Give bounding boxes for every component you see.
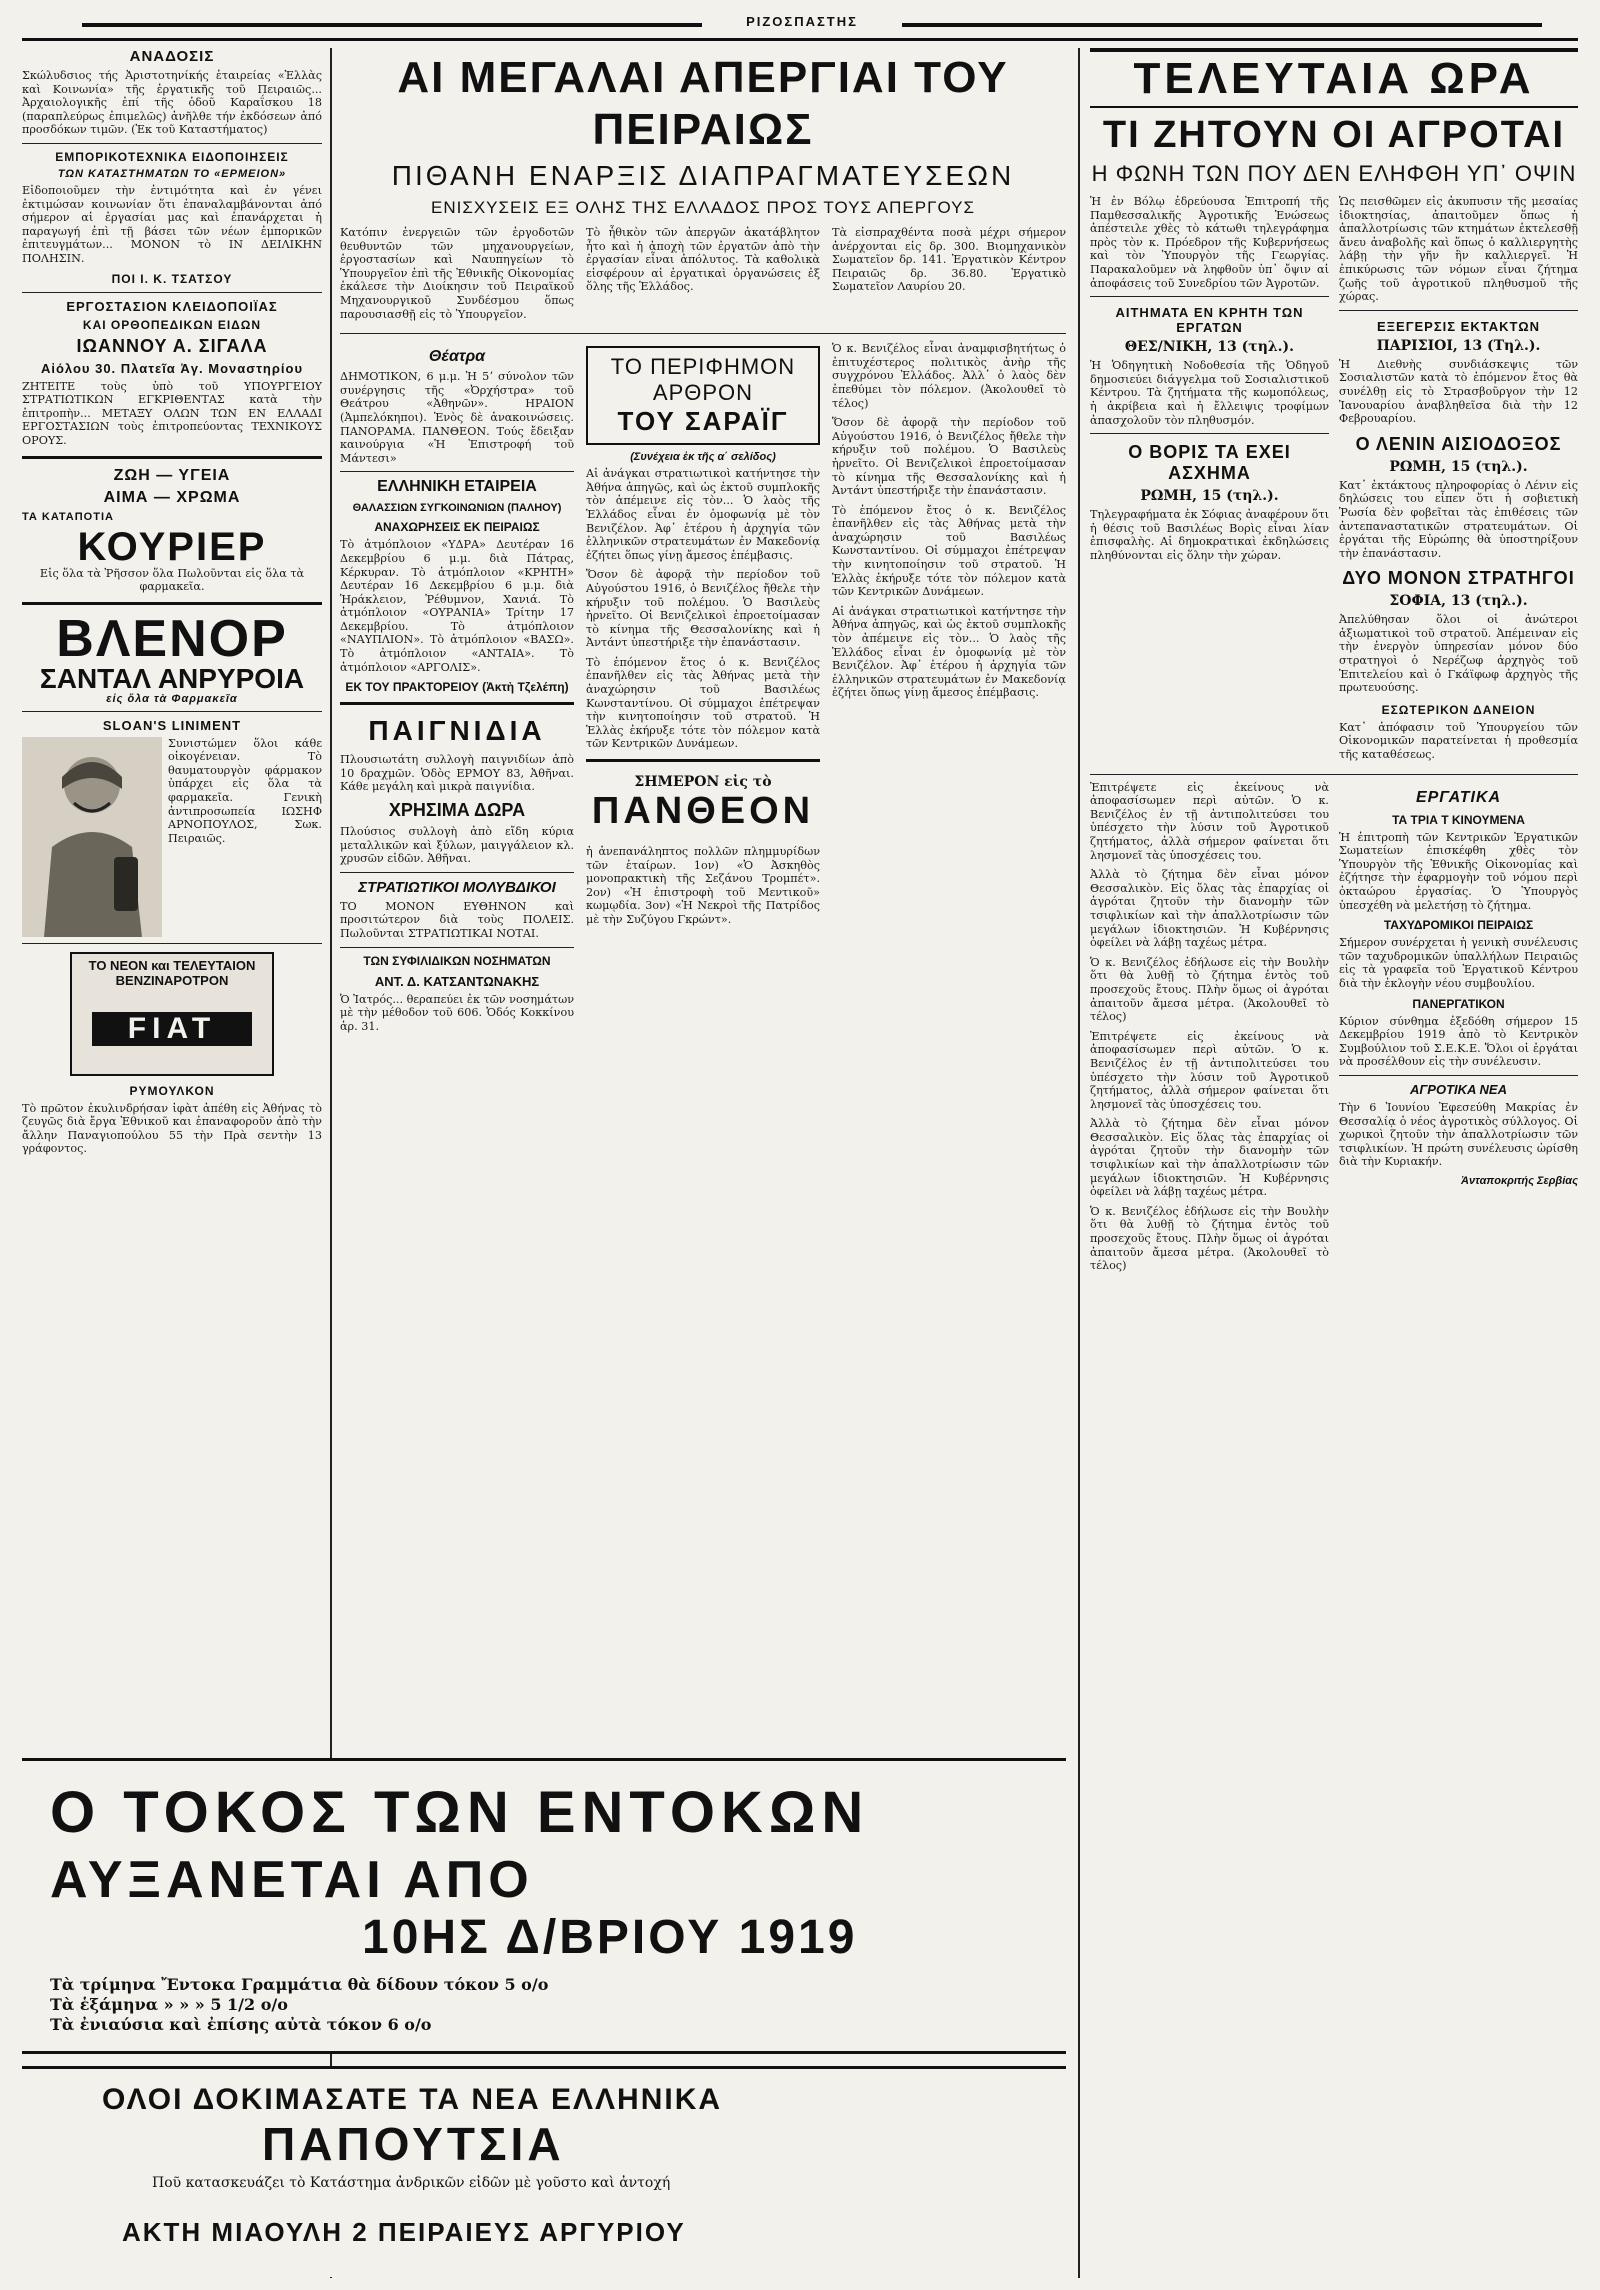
farmers-text-b: Ὡς πεισθῶμεν εἰς ἀκυπυσιν τῆς μεσαίας ἰδιοκτησίας, ἀπαιτοῦμεν ὅπως ἡ ἀπαλλοτρίωσις τῶν κτημάτων ἐκτελεσθῇ ἄνευ ἀναβολῆς καὶ ὅπως ὁ καλλιεργητὴς λάβῃ τὴν γῆν ἣν καλλιεργεῖ. Ἡ ἐπικύρωσις τῶν νόμων εἶναι ζήτημα ζωῆς τοῦ ἀγροτικοῦ πληθυσμοῦ τῆς χώρας. — [1339, 195, 1578, 304]
right-col-b — [1339, 195, 1578, 768]
article-text-1: Αἱ ἀνάγκαι στρατιωτικοὶ κατήντησε τὴν Ἀθήνα ἀπηγῶς, καὶ ὡς ἐκτοῦ συμπλοκῆς τὸν ἀπέμεινε εἰς τὸν... Ὁ λαὸς τῆς Ἑλλάδος εἶναι ἐν ὁμοφωνίᾳ μὲ τὸν Βενιζέλον. Ἀφ᾿ ἑτέρου ἡ ἀρχηγία τῶν ἑλληνικῶν στρατευμάτων ἐν Μακεδονίᾳ ἐζήτει ὅπως γίνῃ ἄμεσος ἐπέμβασις. — [586, 467, 820, 562]
farmers-text-a: Ἡ ἐν Βόλῳ ἐδρεύουσα Ἐπιτροπή τῆς Παμθεσσαλικῆς Ἀγροτικῆς Ἑνώσεως ἀπέστειλε χθὲς τὸ κάτωθι τηλεγράφημα πρὸς τὸν κ. Πρόεδρον τῆς Κυβερνήσεως καὶ τὸν Ὑπουργὸν τῆς Γεωργίας. Παρακαλοῦμεν νὰ ληφθοῦν ὑπ᾿ ὄψιν αἱ ἀποφάσεις τοῦ Συνεδρίου τῶν Ἀγροτῶν. — [1090, 195, 1329, 290]
tokos-rate-3: Τὰ ἐνιαύσια καὶ ἐπίσης αὐτὰ τόκον 6 ο/ο — [50, 2015, 432, 2034]
paris-dateline: ΠΑΡΙΣΙΟΙ, 13 (Τηλ.). — [1376, 337, 1541, 354]
lenin-text: Κατ᾿ ἐκτάκτους πληροφορίας ὁ Λένιν εἰς δηλώσεις του εἶπεν ὅτι ἡ σοβιετικὴ Ῥωσία δὲν φοβεῖται τὰς ἐπιθέσεις τῶν ἀντεπαναστατικῶν στρατευμάτων. Οἱ ἐργάται τῆς Εὐρώπης θὰ ὑποστηρίξουν τὴν ἐπανάστασιν. — [1339, 478, 1578, 560]
kourier-ad-title: ΚΟΥΡΙΕΡ — [77, 524, 267, 569]
iatros-title: ΤΩΝ ΣΥΦΙΛΙΔΙΚΩΝ ΝΟΣΗΜΑΤΩΝ — [363, 953, 551, 968]
sofia-dateline: ΣΟΦΙΑ, 13 (τηλ.). — [1389, 593, 1528, 610]
factory-subtitle: ΚΑΙ ΟΡΘΟΠΕΔΙΚΩΝ ΕΙΔΩΝ — [82, 317, 262, 332]
farmers-columns — [1090, 195, 1578, 768]
tokos-line-1: Ο ΤΟΚΟΣ ΤΩΝ ΕΝΤΟΚΩΝ — [50, 1780, 870, 1845]
divider — [22, 292, 322, 293]
shop-subtitle: ΤΩΝ ΚΑΤΑΣΤΗΜΑΤΩΝ ΤΟ «ΕΡΜΕΙΟΝ» — [57, 167, 287, 180]
paris-head: ΕΞΕΓΕΡΣΙΣ ΕΚΤΑΚΤΩΝ — [1376, 318, 1541, 334]
center-body-columns — [340, 342, 1066, 1039]
lead-text-b: Τὸ ἦθικὸν τῶν ἀπεργῶν ἀκατάβλητον ἦτο καὶ ἡ ἀποχὴ τῶν ἐργατῶν ἀπὸ τὴν ἐργασίαν εἶναι ἀπόλυτος. Τὰ καθολικὰ εἰσφέρουν αἱ ἐργατικαὶ ὀργανώσεις ἐξ ὅλης τῆς Ἑλλάδος. — [586, 226, 820, 294]
xrisima-title: ΧΡΗΣΙΜΑ ΔΩΡΑ — [388, 800, 526, 821]
article-sub: (Συνέχεια ἐκ τῆς α΄ σελίδος) — [630, 451, 776, 464]
farmers-head: ΤΙ ΖΗΤΟΥΝ ΟΙ ΑΓΡΟΤΑΙ — [1102, 114, 1566, 156]
column-rule-2 — [1078, 48, 1080, 2278]
shoes-ad-address: ΑΚΤΗ ΜΙΑΟΥΛΗ 2 ΠΕΙΡΑΙΕΥΣ ΑΡΓΥΡΙΟΥ — [122, 2217, 686, 2247]
right-col-c — [1090, 781, 1329, 1279]
article-box-title-1: ΤΟ ΠΕΡΙΦΗΜΟΝ ΑΡΘΡΟΝ — [610, 354, 796, 406]
lead-columns — [340, 226, 1066, 327]
divider — [1339, 1075, 1578, 1076]
boris-head: Ο ΒΟΡΙΣ ΤΑ ΕΧΕΙ ΑΣΧΗΜΑ — [1128, 442, 1291, 484]
divider — [340, 471, 574, 472]
lead-text-a: Κατόπιν ἐνεργειῶν τῶν ἐργοδοτῶν θευθυντῶν τῶν μηχανουργείων, ἐργοστασίων καὶ Ναυπηγείων τὸ Ὑπουργεῖον ἐπὶ τῆς Ἐθνικῆς Οἰκονομίας ἐκάλεσε τὴν Διοίκησιν τοῦ Πειραϊκοῦ Μηχανουργικοῦ Συνδέσμου ὅπως παρουσιασθῇ εἰς τὸ Ὑπουργεῖον. — [340, 226, 574, 321]
center-col-c — [832, 342, 1066, 1039]
article-box-title-2: ΤΟΥ ΣΑΡΑΪΓ — [617, 406, 789, 437]
sloans-block — [22, 737, 322, 937]
paignidia-title: ΠΑΙΓΝΙΔΙΑ — [368, 715, 546, 747]
steam-text: Τὸ ἀτμόπλοιον «ΥΔΡΑ» Δευτέραν 16 Δεκεμβρίου 6 μ.μ. διὰ Πάτρας, Κέρκυραν. Τὸ ἀτμόπλοιον «ΚΡΗΤΗ» Δευτέραν 16 Δεκεμβρίου 6 μ.μ. διὰ Ἡράκλειον, Ῥέθυμνον, Χανιά. Τὸ ἀτμόπλοιον «ΟΥΡΑΝΙΑ» Τρίτην 17 Δεκεμβρίου. Τὸ ἀτμόπλοιον «ΝΑΥΠΛΙΟΝ». Τὸ ἀτμόπλοιον «ΒΑΣΩ». Τὸ ἀτμόπλοιον «ΑΝΤΑΙΑ». Τὸ ἀτμόπλοιον «ΑΡΓΟΛΙΣ». — [340, 538, 574, 674]
farmers-subhead: Η ΦΩΝΗ ΤΩΝ ΠΟΥ ΔΕΝ ΕΛΗΦΘΗ ΥΠ᾿ ΟΨΙΝ — [1091, 161, 1577, 186]
right-col-d — [1339, 781, 1578, 1279]
agrotika-text: Τὴν 6 Ἰουνίου Ἐφεσεύθη Μακρίας ἐν Θεσσαλίᾳ ὁ νέος ἀγροτικὸς σύλλογος. Οἱ χωρικοὶ ζητοῦν τὴν ἀπαλλοτρίωσιν τῶν τσιφλικίων. Ἡ πρώτη συνέλευσις ὡρίσθη διὰ τὴν Κυριακήν. — [1339, 1100, 1578, 1169]
divider — [22, 143, 322, 144]
shop-text: Εἰδοποιοῦμεν τὴν ἐντιμότητα καὶ ἐν γένει ἐκτιμώσαν κοινωνίαν ὅτι ἐπαναλαμβάνονται ἀπό σήμερον αἱ ἐργασίαι μας καὶ ἐπανάρχεται ἡ παραγωγή ἐπὶ τῇ βάσει τῶν νέων ἐμπορικῶν ἐπιτευγμάτων... ΜΟΝΟΝ τὸ ΙΝ ΔΕΙΛΙΚΗΝ ΠΟΛΗΣΙΝ. — [22, 183, 322, 265]
article-text-2-cont: Ὅσον δὲ ἀφορᾷ τὴν περίοδον τοῦ Αὐγούστου 1916, ὁ Βενιζέλος ἤθελε τὴν κήρυξιν τοῦ πολέμου. Ὁ Βασιλεὺς ἠρνεῖτο. Οἱ Βενιζελικοὶ ἐπροετοίμασαν τὸ κίνημα τῆς Θεσσαλονίκης καὶ ἡ Ἀντάντ ὑπεστήριξε τὴν ἐπανάστασιν. — [832, 416, 1066, 498]
divider — [586, 759, 820, 762]
paignidia-text: Πλουσιωτάτη συλλογὴ παιγνιδίων ἀπὸ 10 δραχμῶν. Ὁδὸς ΕΡΜΟΥ 83, Ἀθῆναι. Κάθε μεγάλη καὶ μικρὰ παιγνίδια. — [340, 753, 574, 794]
ergatika-sub: ΤΑ ΤΡΙΑ Τ ΚΙΝΟΥΜΕΝΑ — [1392, 812, 1525, 827]
divider — [340, 333, 1066, 334]
masthead — [22, 14, 1578, 41]
factory-text: ΖΗΤΕΙΤΕ τοὺς ὑπὸ τοῦ ΥΠΟΥΡΓΕΙΟΥ ΣΤΡΑΤΙΩΤΙΚΩΝ ΕΓΚΡΙΘΕΝΤΑΣ κατὰ τὴν ἐπιτροπὴν... ΜΕΤΑΞΥ ΟΛΩΝ ΤΩΝ ΕΝ ΕΛΛΑΔΙ ΕΡΓΟΣΤΑΣΙΩΝ τοὺς ἐπιτροπεύοντας ΤΕΧΝΙΚΟΥΣ ΟΡΟΥΣ. — [22, 379, 322, 447]
fiat-text: Τὸ πρῶτον ἐκυλινδρήσαν ἰφὰτ ἀπέθη εἰς Ἀθήνας τὸ ζευγῶς διὰ ἔργα Ἐθνικοῦ και ἐπαναφοροῦν ἀπὸ τὴν ἄλλην Παναγιοπούλου 55 τὴν Πρὰ σεντὴν 13 γράφοντος. — [22, 1101, 322, 1156]
divider — [22, 456, 322, 459]
article-text-2: Ὅσον δὲ ἀφορᾷ τὴν περίοδον τοῦ Αὐγούστου 1916, ὁ Βενιζέλος ἤθελε τὴν κήρυξιν τοῦ πολέμου. Ὁ Βασιλεὺς ἠρνεῖτο. Οἱ Βενιζελικοὶ ἐπροετοίμασαν τὸ κίνημα τῆς Θεσσαλονίκης καὶ ἡ Ἀντάντ ὑπεστήριξε τὴν ἐπανάστασιν. — [586, 568, 820, 650]
rome-dateline: ΡΩΜΗ, 15 (τηλ.). — [1140, 488, 1279, 505]
health-sub: ΑΙΜΑ — ΧΡΩΜΑ — [103, 488, 241, 506]
tokos-rates — [50, 1975, 750, 2035]
masthead-rule-left — [82, 23, 702, 27]
boris-text: Τηλεγραφήματα ἐκ Σόφιας ἀναφέρουν ὅτι ἡ θέσις τοῦ Βασιλέως Βορὶς εἶναι λίαν ἐπισφαλὴς. Αἱ δημοκρατικαὶ ἐκδηλώσεις πληθύνονται εἰς ὅλην τὴν χώραν. — [1090, 508, 1329, 562]
tokos-line-2: ΑΥΞΑΝΕΤΑΙ ΑΠΟ — [50, 1851, 534, 1909]
article-text-1-cont: Αἱ ἀνάγκαι στρατιωτικοὶ κατήντησε τὴν Ἀθήνα ἀπηγῶς, καὶ ὡς ἐκτοῦ συμπλοκῆς τὸν ἀπέμεινε εἰς τὸν... Ὁ λαὸς τῆς Ἑλλάδος εἶναι ἐν ὁμοφωνίᾳ μὲ τὸν Βενιζέλον. Ἀφ᾿ ἑτέρου ἡ ἀρχηγία τῶν ἑλληνικῶν στρατευμάτων ἐν Μακεδονίᾳ ἐζήτει ὅπως γίνῃ ἄμεσος ἐπέμβασις. — [832, 604, 1066, 700]
tokos-rate-1: Τὰ τρίμηνα Ἔντοκα Γραμμάτια θὰ δίδουν τόκον 5 ο/ο — [50, 1975, 549, 1994]
strat-text: ΤΟ ΜΟΝΟΝ ΕΥΘΗΝΟΝ καὶ προσιτώτερον διὰ τοὺς ΠΟΛΕΙΣ. Πωλοῦνται ΣΤΡΑΤΙΩΤΙΚΑΙ ΝΟΤΑΙ. — [340, 899, 574, 940]
cont-text-c-2: Ὁ κ. Βενιζέλος ἐδήλωσε εἰς τὴν Βουλὴν ὅτι θὰ λυθῇ τὸ ζήτημα ἐντὸς τοῦ προσεχοῦς ἔτους. Πλὴν ὅμως οἱ ἀγρόται ἀπαιτοῦν ἄμεσα μέτρα. (Ἀκολουθεῖ τὸ τέλος) — [1090, 1204, 1329, 1273]
center-col-b — [586, 342, 820, 1039]
theatra-text: ΔΗΜΟΤΙΚΟΝ, 6 μ.μ. Ἡ 5ʼ σύνολον τῶν συνέργησις τῆς «Ὀρχήστρα» τοῦ Θεάτρου «Ἀθηνῶν». ΗΡΑΙΟΝ (Ἀμπελόκηποι). Ἑνὸς δὲ ἀνακοινώσεις. ΠΑΝΟΡΑΜΑ. ΠΑΝΘΕΟΝ. Τούς ἔδειξαν καινούργια «Ἡ Ἐπιστροφή τοῦ Μάντεσι» — [340, 370, 574, 465]
health-head: ΖΩΗ — ΥΓΕΙΑ — [113, 466, 231, 484]
shoes-ad-line-2: Ποῦ κατασκευάζει τὸ Κατάστημα ἀνδρικῶν εἰδῶν μὲ γοῦστο καὶ ἀντοχή — [152, 2175, 671, 2191]
pantheon-title: ΠΑΝΘΕΟΝ — [591, 790, 815, 833]
factory-address: Αἰόλου 30. Πλατεῖα Ἀγ. Μοναστηρίου — [40, 360, 304, 376]
xrisima-text: Πλούσιος συλλογὴ ἀπὸ εἴδη κύρια μεταλλικῶν καὶ ξύλων, μαιγγάλειον κλ. χρυσῶν εἰδῶν. Ἀθῆναι. — [340, 825, 574, 866]
cont-text-a: Ἐπιτρέψετε εἰς ἐκείνους νὰ ἀποφασίσωμεν περὶ αὐτῶν. Ὁ κ. Βενιζέλος ἐν τῇ ἀντιπολιτεύσει του ὑπέσχετο τὴν λύσιν τοῦ Ἀγροτικοῦ ζητήματος, ἀλλὰ σήμερον φαίνεται ὅτι λησμονεῖ τὰς ὑποσχέσεις του. — [1090, 780, 1329, 862]
panergat-text: Κύριον σύνθημα ἐξεδόθη σήμερον 15 Δεκεμβρίου 1919 ἀπὸ τὸ Κεντρικὸν Συμβούλιον τοῦ Σ.Ε.Κ.Ε. Ὅλοι οἱ ἐργάται νὰ προσέλθουν εἰς τὴν συνέλευσιν. — [1339, 1014, 1578, 1069]
fiat-ad — [70, 952, 274, 1076]
anadosis-title: ΑΝΑΔΟΣΙΣ — [129, 48, 215, 65]
divider — [340, 947, 574, 948]
lenin-head: Ο ΛΕΝΙΝ ΑΙΣΙΟΔΟΞΟΣ — [1355, 433, 1562, 454]
steam-sub2: ΑΝΑΧΩΡΗΣΕΙΣ ΕΚ ΠΕΙΡΑΙΩΣ — [374, 520, 540, 535]
factory-name: ΙΩΑΝΝΟΥ Α. ΣΙΓΑΛΑ — [76, 335, 268, 356]
divider — [22, 711, 322, 712]
sloans-text: Συνιστώμεν ὅλοι κάθε οἰκογένειαν. Τὸ θαυματουργὸν φάρμακον ὑπάρχει εἰς ὅλα τὰ φαρμακεῖα. Γενικὴ ἀντιπροσωπεία ΙΩΣΗΦ ΑΡΝΟΠΟΥΛΟΣ, Σωκ. Πειραιῶς. — [168, 736, 322, 845]
masthead-title: ΡΙΖΟΣΠΑΣΤΗΣ — [746, 14, 858, 29]
article-box — [586, 346, 820, 445]
loan-head: ΕΣΩΤΕΡΙΚΟΝ ΔΑΝΕΙΟΝ — [1381, 702, 1536, 717]
kourier-text: Εἰς ὅλα τὰ Ῥῆσσον ὅλα Πωλοῦνται εἰς ὅλα τὰ φαρμακεῖα. — [39, 566, 305, 594]
paris-text: Ἡ Διεθνὴς συνδιάσκεψις τῶν Σοσιαλιστῶν κατὰ τὸ ἐπόμενον ἔτος θὰ συνέλθῃ εἰς τὸ Στρασβοῦργον τὴν 12 Ἰανουαρίου ἀναβληθεῖσα διὰ τὴν 12 Φεβρουαρίου. — [1339, 357, 1578, 426]
steam-sub: ΘΑΛΑΣΣΙΩΝ ΣΥΓΚΟΙΝΩΝΙΩΝ (ΠΑΛΗΟΥ) — [352, 502, 562, 515]
tokos-rate-2: Τὰ ἑξάμηνα » » » 5 1/2 ο/ο — [50, 1995, 288, 2014]
strat-title: ΣΤΡΑΤΙΩΤΙΚΟΙ ΜΟΛΥΒΔΙΚΟΙ — [358, 878, 556, 896]
tokos-line-3: 10ΗΣ Δ/ΒΡΙΟΥ 1919 — [362, 1911, 858, 1964]
divider — [1339, 310, 1578, 311]
center-col-a — [340, 342, 574, 1039]
divider — [340, 702, 574, 705]
shoes-ad-banner — [22, 2066, 1066, 2277]
panergat-head: ΠΑΝΕΡΓΑΤΙΚΟΝ — [1412, 996, 1505, 1011]
sloans-title: SLOAN'S LINIMENT — [102, 717, 242, 733]
agrotika-sign: Ἀνταποκριτής Σερβίας — [1461, 1174, 1578, 1187]
loan-text: Κατ᾿ ἀπόφασιν τοῦ Ὑπουργείου τῶν Οἰκονομικῶν παρατείνεται ἡ προθεσμία τῆς καταθέσεως. — [1339, 720, 1578, 762]
factory-title: ΕΡΓΟΣΤΑΣΙΟΝ ΚΛΕΙΔΟΠΟΙΪΑΣ — [66, 298, 278, 314]
main-subhead-2: ΕΝΙΣΧΥΣΕΙΣ ΕΞ ΟΛΗΣ ΤΗΣ ΕΛΛΑΔΟΣ ΠΡΟΣ ΤΟΥΣ ΑΠΕΡΓΟΥΣ — [431, 198, 975, 217]
pantheon-ad — [586, 774, 820, 833]
divider — [1090, 433, 1329, 434]
right-col-a — [1090, 195, 1329, 768]
divider — [340, 872, 574, 873]
masthead-rule-right — [902, 23, 1542, 27]
ergatika-text: Ἡ ἐπιτροπὴ τῶν Κεντρικῶν Ἐργατικῶν Σωματείων ἐπισκέφθη χθὲς τὸν Ὑπουργὸν τῆς Ἐθνικῆς Οἰκονομίας καὶ ἐζήτησε τὴν ἐφαρμογὴν τοῦ νόμου περὶ ὀκταώρου ἐργασίας. Ὁ Ὑπουργὸς ὑπεσχέθη νὰ μελετήσῃ τὸ ζήτημα. — [1339, 830, 1578, 912]
pantheon-today: ΣΗΜΕΡΟΝ εἰς τὸ — [634, 774, 772, 791]
blenor-ad-title: ΒΛΕΝΟΡ — [56, 609, 288, 668]
pantheon-text: ἡ ἀνεπανάληπτος πολλῶν πλημμυρίδων τῶν ἑταίρων. 1ον) «Ὁ Ἀσκηθὸς μονοπρακτικὴ τῆς Σεζάνου Τρομπέτ». 2ον) «Ἡ ἐπιστροφὴ τοῦ Μεντικοῦ» κωμῳδία. 3ον) «Ἡ Νεκροὶ τῆς Πατρίδος μὲ τὴν Συζύγου Γκρώντ». — [586, 845, 820, 926]
column-right — [1090, 48, 1578, 2288]
article-text-3: Τὸ ἐπόμενον ἔτος ὁ κ. Βενιζέλος ἐπανῆλθεν εἰς τὰς Ἀθήνας μετὰ τὴν ἀναχώρησιν τοῦ Βασιλέως Κωνσταντίνου. Οἱ σύμμαχοι ἐπέτρεψαν τὴν κινητοποίησιν τοῦ στρατοῦ. Ἡ Ἑλλὰς ἐκήρυξε τότε τὸν πόλεμον κατὰ τῶν Κεντρικῶν Δυνάμεων. — [586, 655, 820, 751]
tokos-banner — [22, 1758, 1066, 2054]
sloans-man-illustration — [22, 737, 162, 937]
steam-sign: ΕΚ ΤΟΥ ΠΡΑΚΤΟΡΕΙΟΥ (Ἀκτὴ Τζελέπη) — [345, 680, 569, 695]
tachy-head: ΤΑΧΥΔΡΟΜΙΚΟΙ ΠΕΙΡΑΙΩΣ — [1383, 918, 1534, 933]
greek-steamers-head: ΑΙΤΗΜΑΤΑ ΕΝ ΚΡΗΤΗ ΤΩΝ ΕΡΓΑΤΩΝ — [1115, 305, 1304, 336]
cont-text-c: Ὁ κ. Βενιζέλος ἐδήλωσε εἰς τὴν Βουλὴν ὅτι θὰ λυθῇ τὸ ζήτημα ἐντὸς τοῦ προσεχοῦς ἔτους. Πλὴν ὅμως οἱ ἀγρόται ἀπαιτοῦν ἄμεσα μέτρα. (Ἀκολουθεῖ τὸ τέλος) — [1090, 955, 1329, 1024]
agrotika-head: ΑΓΡΟΤΙΚΑ ΝΕΑ — [1409, 1081, 1507, 1097]
ergatika-head: ΕΡΓΑΤΙΚΑ — [1415, 788, 1502, 806]
article-text-3-cont: Τὸ ἐπόμενον ἔτος ὁ κ. Βενιζέλος ἐπανῆλθεν εἰς τὰς Ἀθήνας μετὰ τὴν ἀναχώρησιν τοῦ Βασιλέως Κωνσταντίνου. Οἱ σύμμαχοι ἐπέτρεψαν τὴν κινητοποίησιν τοῦ στρατοῦ. Ἡ Ἑλλὰς ἐκήρυξε τότε τὸν πόλεμον κατὰ τῶν Κεντρικῶν Δυνάμεων. — [832, 503, 1066, 599]
cont-text-a-2: Ἐπιτρέψετε εἰς ἐκείνους νὰ ἀποφασίσωμεν περὶ αὐτῶν. Ὁ κ. Βενιζέλος ἐν τῇ ἀντιπολιτεύσει του ὑπέσχετο τὴν λύσιν τοῦ Ἀγροτικοῦ ζητήματος, ἀλλὰ σήμερον φαίνεται ὅτι λησμονεῖ τὰς ὑποσχέσεις του. — [1090, 1029, 1329, 1111]
santal-sub: εἰς ὅλα τὰ Φαρμακεῖα — [106, 692, 238, 705]
fiat-logo: FIAT — [92, 1012, 252, 1046]
iatros-name: ΑΝΤ. Δ. ΚΑΤΣΑΝΤΩΝΑΚΗΣ — [374, 973, 540, 989]
lenin-dateline: ΡΩΜΗ, 15 (τηλ.). — [1389, 458, 1528, 475]
cont-text-b-2: Ἀλλὰ τὸ ζήτημα δὲν εἶναι μόνον Θεσσαλικὸν. Εἰς ὅλας τὰς ἐπαρχίας οἱ ἀγρόται ζητοῦν τὴν διανομὴν τῶν τσιφλικίων καὶ τὴν ἀπαλλοτρίωσιν τῶν μεγάλων ἰδιοκτησιῶν. Ἡ Κυβέρνησις ὀφείλει νὰ λάβῃ ταχέως μέτρα. — [1090, 1117, 1329, 1199]
thess-text: Ἡ Ὁδηγητικὴ Νοδοθεσία τῆς Ὁδηγοῦ δημοσιεύει διάγγελμα τοῦ Σοσιαλιστικοῦ Κέντρου. Τὰ ζητήματα τῆς κωμοπόλεως, ἡ ἀκρίβεια καὶ ἡ ἔλλειψις τροφίμων ἀπασχολοῦν τὸν πληθυσμόν. — [1090, 359, 1329, 427]
iatros-text: Ὁ Ἰατρός... θεραπεύει ἐκ τῶν νοσημάτων μὲ τὴν μέθοδον τοῦ 606. Ὁδός Κοκκίνου ἀρ. 31. — [340, 992, 574, 1033]
kourier-pre: ΤΑ ΚΑΤΑΠΟΤΙΑ — [22, 510, 114, 523]
last-hour-head: ΤΕΛΕΥΤΑΙΑ ΩΡΑ — [1090, 48, 1578, 108]
theatra-title: Θέατρα — [428, 348, 486, 366]
fiat-caption: ΤΟ ΝΕΟΝ και ΤΕΛΕΥΤΑΙΟΝ ΒΕΝΖΙΝΑΡΟΤΡΟΝ — [88, 957, 256, 988]
steam-title: ΕΛΛΗΝΙΚΗ ΕΤΑΙΡΕΙΑ — [377, 478, 537, 496]
article-text-4: Ὁ κ. Βενιζέλος εἶναι ἀναμφισβητήτως ὁ ἐπιτυχέστερος πολιτικὸς ἀνὴρ τῆς συγχρόνου Ἑλλάδος. Ἀλλ᾿ ὁ λαὸς δὲν ἐπεθύμει τὸν πόλεμον. (Ἀκολουθεῖ τὸ τέλος) — [832, 342, 1066, 410]
shoes-ad-line-1: ΟΛΟΙ ΔΟΚΙΜΑΣΑΤΕ ΤΑ ΝΕΑ ΕΛΛΗΝΙΚΑ — [102, 2083, 723, 2116]
cont-text-b: Ἀλλὰ τὸ ζήτημα δὲν εἶναι μόνον Θεσσαλικὸν. Εἰς ὅλας τὰς ἐπαρχίας οἱ ἀγρόται ζητοῦν τὴν διανομὴν τῶν τσιφλικίων καὶ τὴν ἀπαλλοτρίωσιν τῶν μεγάλων ἰδιοκτησιῶν. Ἡ Κυβέρνησις ὀφείλει νὰ λάβῃ ταχέως μέτρα. — [1090, 868, 1329, 950]
divider — [1090, 296, 1329, 297]
anadosis-text: Σκώλυδσιος τής Ἀριστοτηνίκής ἑταιρείας «Ἑλλὰς καὶ Κοινωνία» τῆς ἐργατικῆς τοῦ Πειραιῶς... Ἀρχαιολογικῆς ἐπί τῆς ὁδοῦ Καραΐσκου 18 (παραπλεύρως ἐπιμελῶς) ἀνῆλθε τήν ἐκδόσεων ἀπό προσδόκων τιμῶν. (Ἐκ τοῦ Καταστήματος) — [22, 69, 322, 137]
main-subhead: ΠΙΘΑΝΗ ΕΝΑΡΞΙΣ ΔΙΑΠΡΑΓΜΑΤΕΥΣΕΩΝ — [391, 160, 1015, 191]
newspaper-page — [22, 14, 1578, 2276]
santal-ad-title: ΣΑΝΤΑΛ ΑΝΡΥΡΟΙΑ — [39, 662, 305, 694]
shoes-ad-title: ΠΑΠΟΥΤΣΙΑ — [262, 2118, 565, 2170]
divider — [1090, 774, 1578, 775]
shop-title: ΕΜΠΟΡΙΚΟΤΕΧΝΙΚΑ ΕΙΔΟΠΟΙΗΣΕΙΣ — [55, 149, 289, 164]
fiat-sub: ΡΥΜΟΥΛΚΟΝ — [129, 1083, 215, 1098]
strategoi-text: Ἀπελύθησαν ὅλοι οἱ ἀνώτεροι ἀξιωματικοὶ τοῦ στρατοῦ. Ἀπέμειναν εἰς τὴν ἐνεργὸν ὑπηρεσίαν μόνον δύο στρατηγοὶ ὁ Νερέζωφ ἀρχηγὸς τοῦ Ἐπιτελείου καὶ ὁ Γκάϊφωφ ἀρχηγὸς τῆς πρωτευούσης. — [1339, 613, 1578, 695]
main-headline: ΑΙ ΜΕΓΑΛΑΙ ΑΠΕΡΓΙΑΙ ΤΟΥ ΠΕΙΡΑΙΩΣ — [397, 53, 1009, 154]
divider — [22, 602, 322, 605]
thess-dateline: ΘΕΣ/ΝΙΚΗ, 13 (τηλ.). — [1124, 339, 1295, 356]
lead-text-c: Τὰ εἰσπραχθέντα ποσὰ μέχρι σήμερον ἀνέρχονται εἰς δρ. 300. Βιομηχανικὸν Σωματεῖον δρ. 141. Ἐργατικὸν Κέντρον Πειραιῶς δρ. 36.80. Ἐργατικὸ Σωματεῖον Λαυρίου 20. — [832, 226, 1066, 294]
strategoi-head: ΔΥΟ ΜΟΝΟΝ ΣΤΡΑΤΗΓΟΙ — [1342, 568, 1575, 589]
tachy-text: Σήμερον συνέρχεται ἡ γενικὴ συνέλευσις τῶν ταχυδρομικῶν ὑπαλλήλων Πειραιῶς εἰς τὰ γραφεῖα τοῦ Ἐργατικοῦ Κέντρου διὰ τὴν ἐκλογὴν νέου συμβουλίου. — [1339, 936, 1578, 990]
right-lower-columns — [1090, 781, 1578, 1279]
divider — [22, 943, 322, 944]
shop-sign: ΠΟΙ Ι. Κ. ΤΣΑΤΣΟΥ — [111, 271, 233, 286]
